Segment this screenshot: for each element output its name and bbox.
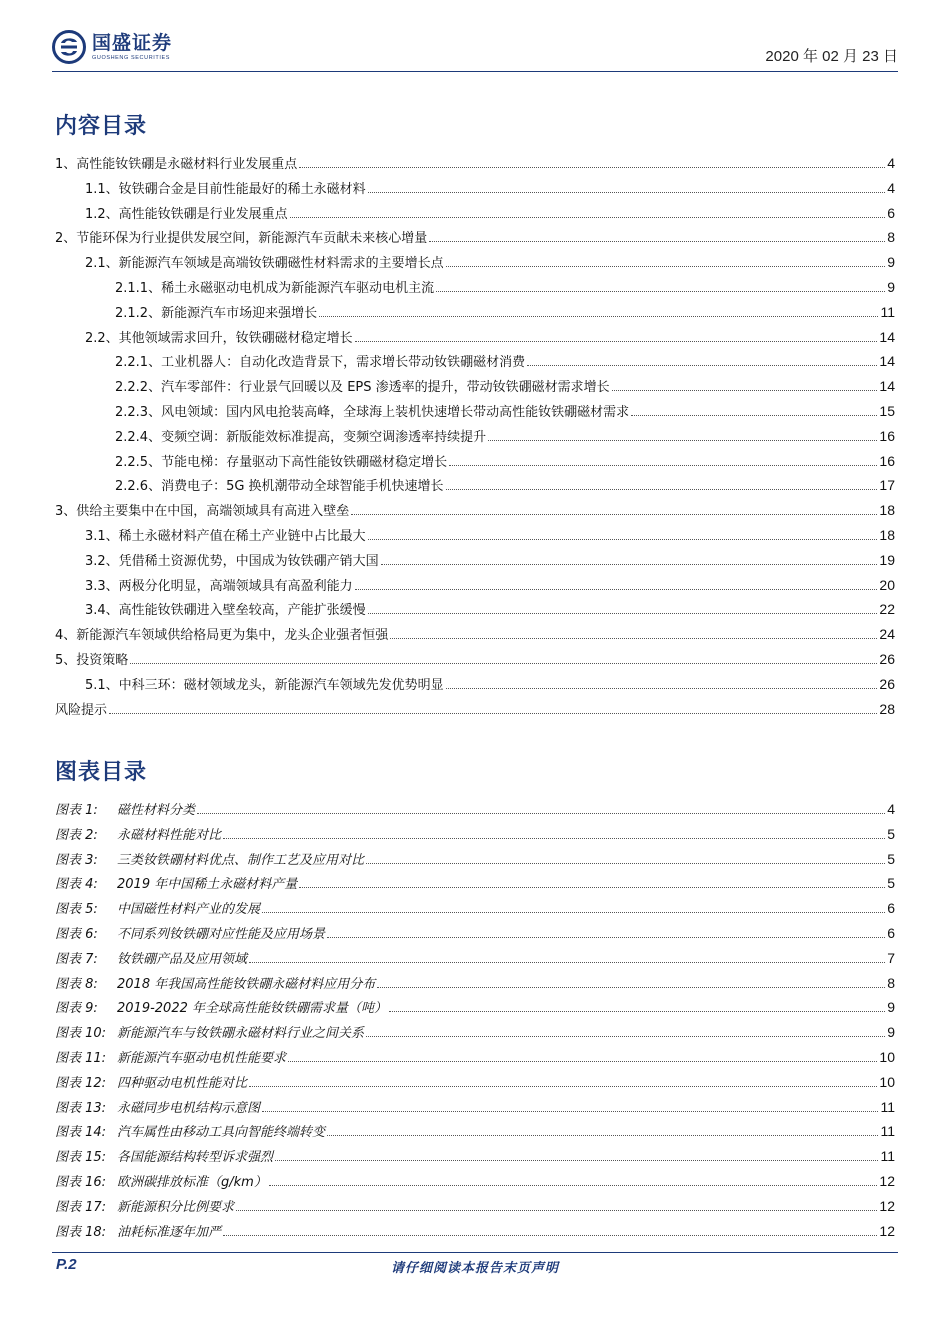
toc-entry-title: 2.2.5、节能电梯：存量驱动下高性能钕铁硼磁材稳定增长 [115, 454, 448, 470]
figure-entry-label: 图表 16: [55, 1175, 107, 1190]
toc-entry[interactable] [55, 550, 895, 570]
toc-entry-page: 9 [887, 254, 895, 271]
figure-entry-title: 油耗标准逐年加严 [117, 1224, 222, 1240]
figure-entry-label: 图表 9: [55, 1001, 98, 1017]
dot-leader [389, 1011, 885, 1012]
figure-entry[interactable] [55, 898, 895, 918]
figure-entry-label: 图表 14: [55, 1125, 107, 1141]
toc-entry-page: 26 [879, 675, 895, 692]
toc-entry-page: 17 [879, 477, 895, 494]
toc-entry[interactable] [55, 302, 895, 322]
figure-entry-page: 12 [879, 1197, 895, 1214]
dot-leader [275, 1160, 878, 1161]
toc-entry-title: 2.2.4、变频空调：新版能效标准提高，变频空调渗透率持续提升 [115, 429, 487, 445]
toc-entry-page: 14 [879, 378, 895, 395]
toc-entry[interactable] [55, 674, 895, 694]
toc-entry[interactable] [55, 451, 895, 471]
dot-leader [366, 1036, 885, 1037]
footer-page-number: P.2 [56, 1256, 77, 1273]
dot-leader [269, 1185, 878, 1186]
figure-entry-title: 欧洲碳排放标准（g/km） [117, 1175, 267, 1190]
toc-entry-title: 2.1、新能源汽车领域是高端钕铁硼磁性材料需求的主要增长点 [85, 256, 444, 272]
dot-leader [488, 440, 877, 441]
toc-entry[interactable] [55, 599, 895, 619]
toc-entry-title: 2.1.2、新能源汽车市场迎来强增长 [115, 305, 318, 321]
page-header [52, 30, 898, 72]
dot-leader [390, 638, 877, 639]
figure-entry-label: 图表 11: [55, 1051, 107, 1066]
toc-entry[interactable] [55, 426, 895, 446]
figure-entry-page: 9 [887, 999, 895, 1016]
figure-entry-page: 12 [879, 1173, 895, 1189]
dot-leader [109, 713, 877, 714]
figure-entry-page: 11 [880, 1123, 895, 1140]
dot-leader [381, 564, 878, 565]
figure-entry-title: 各国能源结构转型诉求强烈 [117, 1150, 274, 1166]
figure-entry-page: 11 [880, 1148, 895, 1165]
figure-entry-label: 图表 1: [55, 803, 98, 818]
guosheng-logo-icon [52, 30, 86, 64]
figure-entry-title: 2018 年我国高性能钕铁硼永磁材料应用分布 [117, 976, 376, 992]
toc-entry[interactable] [55, 401, 895, 421]
figure-entry-title: 四种驱动电机性能对比 [117, 1075, 248, 1091]
toc-entry[interactable] [55, 699, 895, 719]
toc-entry-page: 24 [879, 626, 895, 643]
figure-entry-title: 不同系列钕铁硼对应性能及应用场景 [117, 927, 326, 942]
dot-leader [368, 192, 886, 193]
dot-leader [249, 1086, 877, 1087]
toc-entry-page: 16 [879, 452, 895, 469]
figure-entry[interactable] [55, 1146, 895, 1166]
dot-leader [446, 266, 886, 267]
toc-entry-title: 1、高性能钕铁硼是永磁材料行业发展重点 [55, 157, 298, 172]
toc-entry[interactable] [55, 525, 895, 545]
figure-entry-page: 10 [879, 1073, 895, 1090]
figure-entry[interactable] [55, 799, 895, 819]
dot-leader [236, 1210, 877, 1211]
toc-entry-page: 14 [879, 328, 895, 345]
figure-entry-title: 汽车属性由移动工具向智能终端转变 [117, 1125, 326, 1141]
dot-leader [355, 341, 878, 342]
figure-entry[interactable] [55, 849, 895, 869]
figure-entry-label: 图表 13: [55, 1100, 107, 1116]
dot-leader [377, 987, 885, 988]
toc-entry-page: 18 [879, 527, 895, 543]
toc-entry-title: 2.1.1、稀土永磁驱动电机成为新能源汽车驱动电机主流 [115, 281, 435, 296]
figures-title: 图表目录 [55, 760, 148, 785]
figure-entry[interactable] [55, 1121, 895, 1141]
toc-entry-title: 3.2、凭借稀土资源优势，中国成为钕铁硼产销大国 [85, 553, 379, 569]
figure-entry-label: 图表 10: [55, 1026, 107, 1042]
figure-entry-title: 新能源汽车与钕铁硼永磁材料行业之间关系 [117, 1026, 365, 1042]
dot-leader [327, 937, 885, 938]
toc-entry-page: 16 [879, 427, 895, 444]
toc-entry[interactable] [55, 227, 895, 247]
toc-entry-page: 4 [887, 155, 895, 171]
toc-entry-title: 3、供给主要集中在中国，高端领域具有高进入壁垒 [55, 504, 350, 520]
dot-leader [262, 1111, 878, 1112]
figure-entry-label: 图表 2: [55, 827, 98, 843]
toc-entry-page: 20 [879, 576, 895, 593]
toc-entry-title: 2.2.2、汽车零部件：行业景气回暖以及 EPS 渗透率的提升，带动钕铁硼磁材需求增长 [115, 380, 610, 396]
dot-leader [223, 838, 885, 839]
dot-leader [299, 167, 885, 168]
toc-entry-title: 2.2.6、消费电子：5G 换机潮带动全球智能手机快速增长 [115, 479, 444, 495]
dot-leader [446, 688, 878, 689]
toc-entry-page: 11 [880, 303, 895, 320]
figure-entry-label: 图表 15: [55, 1150, 107, 1166]
toc-entry-title: 5、投资策略 [55, 653, 129, 668]
toc-entry-title: 3.1、稀土永磁材料产值在稀土产业链中占比最大 [85, 529, 366, 544]
toc-entry[interactable] [55, 624, 895, 644]
figure-entry[interactable] [55, 948, 895, 968]
figure-entry-label: 图表 17: [55, 1199, 107, 1215]
toc-entry-title: 1.1、钕铁硼合金是目前性能最好的稀土永磁材料 [85, 181, 366, 197]
dot-leader [368, 613, 878, 614]
figure-entry-label: 图表 3: [55, 852, 98, 868]
figure-entry-label: 图表 8: [55, 976, 98, 992]
figure-entry[interactable] [55, 973, 895, 993]
figure-entry-title: 钕铁硼产品及应用领域 [117, 951, 248, 967]
toc-entry-page: 4 [887, 179, 895, 196]
figure-entry-page: 9 [887, 1024, 895, 1041]
toc-entry-page: 18 [879, 502, 895, 519]
figure-entry[interactable] [55, 1097, 895, 1117]
toc-entry-page: 6 [887, 204, 895, 221]
figure-entry-title: 2019-2022 年全球高性能钕铁硼需求量（吨） [117, 1001, 387, 1017]
figure-entry-page: 5 [887, 875, 895, 892]
figure-entry-label: 图表 7: [55, 951, 98, 967]
figure-entry-label: 图表 12: [55, 1075, 107, 1091]
figure-entry[interactable] [55, 923, 895, 943]
logo-english-name: GUOSHENG SECURITIES [92, 55, 171, 61]
dot-leader [429, 241, 885, 242]
figure-entry-page: 10 [879, 1049, 895, 1065]
toc-entry[interactable] [55, 203, 895, 223]
toc-entry-title: 3.4、高性能钕铁硼进入壁垒较高，产能扩张缓慢 [85, 603, 366, 619]
toc-entry[interactable] [55, 649, 895, 669]
dot-leader [288, 1061, 877, 1062]
dot-leader [290, 217, 886, 218]
company-logo [52, 30, 172, 64]
toc-entry-title: 5.1、中科三环：磁材领域龙头，新能源汽车领域先发优势明显 [85, 677, 444, 693]
dot-leader [262, 912, 885, 913]
dot-leader [368, 539, 878, 540]
toc-entry-title: 2.2.1、工业机器人：自动化改造背景下，需求增长带动钕铁硼磁材消费 [115, 355, 526, 371]
dot-leader [223, 1235, 877, 1236]
figure-entry[interactable] [55, 1171, 895, 1191]
figure-entry-title: 三类钕铁硼材料优点、制作工艺及应用对比 [117, 852, 365, 868]
figure-entry[interactable] [55, 1221, 895, 1241]
figure-entry-title: 新能源积分比例要求 [117, 1199, 235, 1215]
toc-entry-title: 1.2、高性能钕铁硼是行业发展重点 [85, 206, 288, 222]
toc-entry[interactable] [55, 500, 895, 520]
figure-entry-page: 4 [887, 801, 895, 817]
dot-leader [351, 514, 877, 515]
dot-leader [436, 291, 885, 292]
toc-entry-page: 15 [879, 403, 895, 419]
toc-entry[interactable] [55, 575, 895, 595]
figure-entry-page: 6 [887, 925, 895, 941]
toc-entry-page: 22 [879, 601, 895, 618]
toc-entry-title: 4、新能源汽车领域供给格局更为集中，龙头企业强者恒强 [55, 628, 389, 644]
dot-leader [355, 589, 878, 590]
dot-leader [631, 415, 877, 416]
dot-leader [130, 663, 877, 664]
figure-entry-page: 6 [887, 900, 895, 917]
figure-entry[interactable] [55, 1196, 895, 1216]
figure-entry-page: 11 [880, 1098, 895, 1115]
footer-divider [52, 1252, 898, 1253]
toc-entry[interactable] [55, 178, 895, 198]
dot-leader [449, 465, 877, 466]
toc-entry-title: 2.2.3、风电领域：国内风电抢装高峰，全球海上装机快速增长带动高性能钕铁硼磁材需求 [115, 405, 630, 420]
figure-entry-title: 2019 年中国稀土永磁材料产量 [117, 877, 298, 893]
toc-entry-title: 风险提示 [55, 702, 108, 718]
toc-entry[interactable] [55, 277, 895, 297]
toc-entry[interactable] [55, 153, 895, 173]
dot-leader [527, 365, 877, 366]
toc-entry[interactable] [55, 376, 895, 396]
toc-entry-page: 28 [879, 700, 895, 717]
toc-entry[interactable] [55, 351, 895, 371]
toc-entry[interactable] [55, 327, 895, 347]
figure-entry-title: 中国磁性材料产业的发展 [117, 902, 261, 918]
figure-entry-label: 图表 4: [55, 877, 98, 893]
figure-entry-page: 5 [887, 825, 895, 842]
figure-entry-label: 图表 6: [55, 927, 98, 942]
figure-entry[interactable] [55, 997, 895, 1017]
dot-leader [299, 887, 885, 888]
figure-entry-title: 永磁同步电机结构示意图 [117, 1100, 261, 1116]
contents-title: 内容目录 [55, 114, 148, 139]
toc-entry[interactable] [55, 252, 895, 272]
toc-entry-title: 2.2、其他领域需求回升，钕铁硼磁材稳定增长 [85, 330, 353, 346]
toc-entry-page: 26 [879, 651, 895, 667]
dot-leader [366, 863, 885, 864]
footer-disclaimer-note: 请仔细阅读本报告末页声明 [390, 1261, 559, 1276]
toc-entry-page: 19 [879, 551, 895, 568]
toc-entry-page: 8 [887, 229, 895, 246]
figure-entry-page: 5 [887, 850, 895, 867]
dot-leader [319, 316, 878, 317]
toc-entry-title: 3.3、两极分化明显，高端领域具有高盈利能力 [85, 578, 353, 594]
figure-entry[interactable] [55, 873, 895, 893]
dot-leader [612, 390, 878, 391]
figure-entry[interactable] [55, 1022, 895, 1042]
figure-entry[interactable] [55, 824, 895, 844]
toc-entry-page: 14 [879, 353, 895, 370]
dot-leader [197, 813, 885, 814]
figure-entry-label: 图表 5: [55, 902, 98, 918]
figure-entry-page: 12 [879, 1222, 895, 1239]
logo-chinese-name: 国盛证券 [92, 32, 173, 54]
toc-entry-title: 2、节能环保为行业提供发展空间，新能源汽车贡献未来核心增量 [55, 231, 428, 247]
dot-leader [327, 1135, 878, 1136]
figure-entry-page: 8 [887, 974, 895, 991]
figure-entry-title: 永磁材料性能对比 [117, 827, 222, 843]
toc-entry-page: 9 [887, 279, 895, 295]
figure-entry[interactable] [55, 1047, 895, 1067]
report-date: 2020 年 02 月 23 日 [765, 48, 898, 65]
figure-entry-title: 新能源汽车驱动电机性能要求 [117, 1051, 287, 1066]
figure-entry[interactable] [55, 1072, 895, 1092]
dot-leader [446, 489, 878, 490]
figure-entry-title: 磁性材料分类 [117, 803, 196, 818]
dot-leader [249, 962, 885, 963]
figure-entry-label: 图表 18: [55, 1224, 107, 1240]
figure-entry-page: 7 [887, 949, 895, 966]
toc-entry[interactable] [55, 475, 895, 495]
